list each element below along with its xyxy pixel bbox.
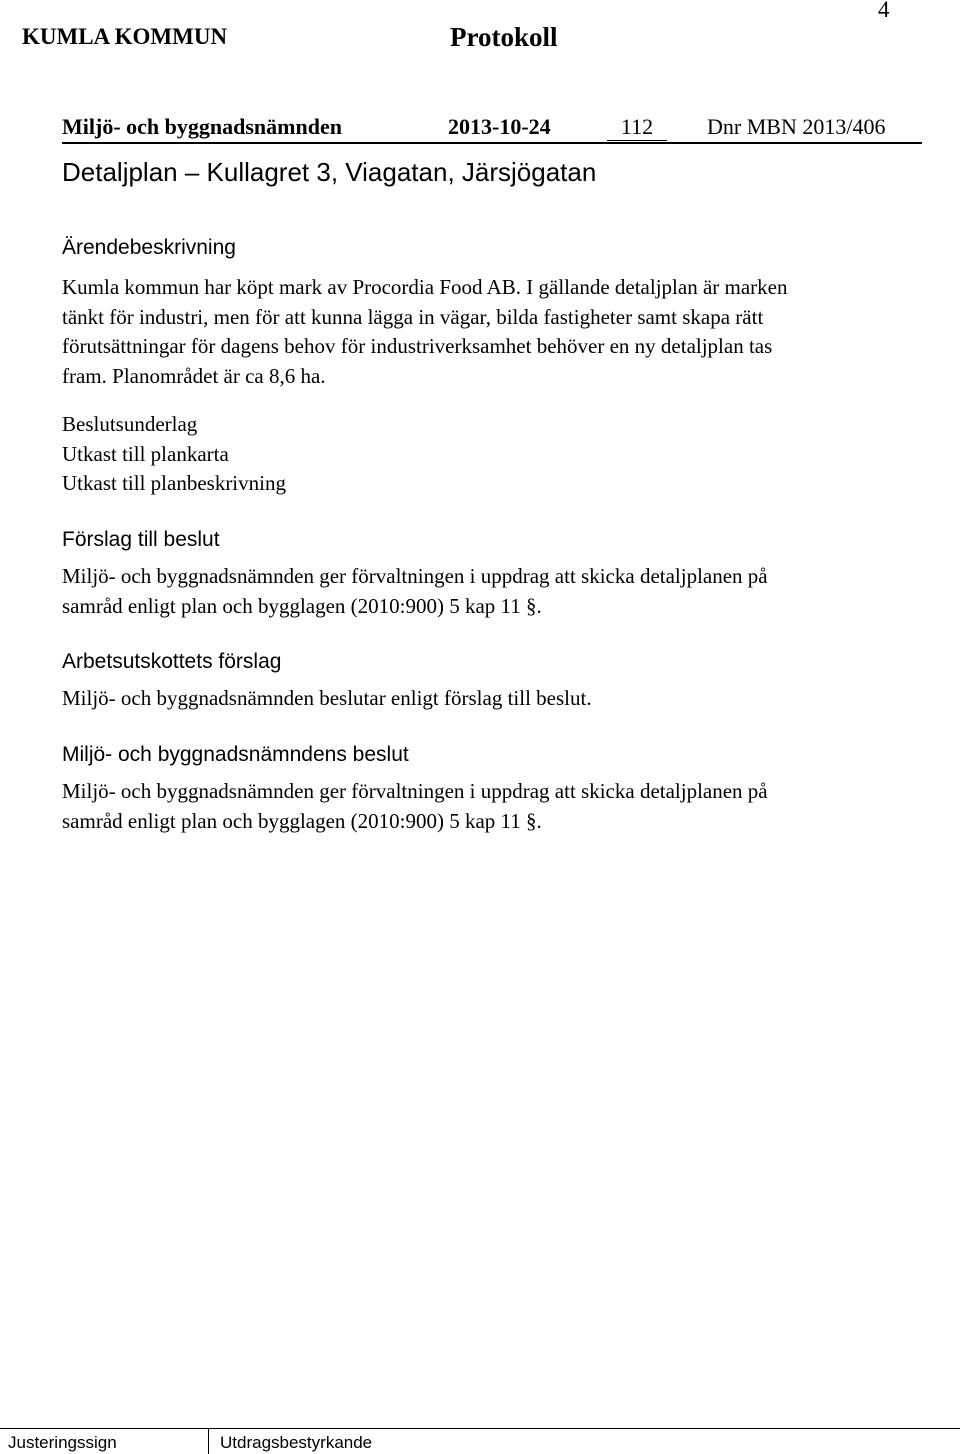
text-line: samråd enligt plan och bygglagen (2010:900) 5 kap 11 §.	[62, 593, 542, 618]
text-line: Miljö- och byggnadsnämnden ger förvaltningen i uppdrag att skicka detaljplanen på	[62, 564, 768, 588]
section-heading-beslutsunderlag: Beslutsunderlag	[62, 412, 198, 436]
utdrag-label: Utdragsbestyrkande	[220, 1433, 373, 1452]
list-item: Utkast till planbeskrivning	[62, 471, 286, 495]
beslutsunderlag-block	[62, 410, 662, 499]
text-line: samråd enligt plan och bygglagen (2010:900) 5 kap 11 §.	[62, 808, 542, 833]
list-item: Utkast till plankarta	[62, 441, 229, 466]
justering-signature-label: Justeringssign	[8, 1433, 117, 1452]
footer-separator	[208, 1428, 209, 1454]
document-type: Protokoll	[450, 22, 558, 52]
page-number: 4	[878, 0, 890, 22]
meeting-date: 2013-10-24	[448, 114, 551, 139]
beslut-text	[62, 777, 768, 836]
section-heading-forslag: Förslag till beslut	[62, 528, 220, 551]
text-line: fram. Planområdet är ca 8,6 ha.	[62, 363, 326, 388]
text-line: förutsättningar för dagens behov för industriverksamhet behöver en ny detaljplan tas	[62, 334, 773, 358]
forslag-text	[62, 562, 768, 621]
paragraph-number: 112	[607, 114, 667, 141]
document-title: Detaljplan – Kullagret 3, Viagatan, Järsjögatan	[62, 157, 597, 187]
arbetsutskott-text	[62, 684, 592, 714]
section-heading-beslut: Miljö- och byggnadsnämndens beslut	[62, 743, 409, 766]
case-number: Dnr MBN 2013/406	[707, 114, 886, 139]
text-line: tänkt för industri, men för att kunna lägga in vägar, bilda fastigheter samt skapa rätt	[62, 304, 764, 329]
footer-divider	[0, 1428, 960, 1429]
text-line: Miljö- och byggnadsnämnden beslutar enligt förslag till beslut.	[62, 686, 592, 710]
text-line: Kumla kommun har köpt mark av Procordia Food AB. I gällande detaljplan är marken	[62, 275, 788, 299]
meta-row	[62, 112, 922, 144]
text-line: Miljö- och byggnadsnämnden ger förvaltningen i uppdrag att skicka detaljplanen på	[62, 779, 768, 803]
arendebeskrivning-text	[62, 273, 787, 391]
committee-name: Miljö- och byggnadsnämnden	[62, 114, 342, 139]
municipality-name: KUMLA KOMMUN	[22, 24, 228, 49]
section-heading-arendebeskrivning: Ärendebeskrivning	[62, 236, 236, 259]
section-heading-arbetsutskott: Arbetsutskottets förslag	[62, 650, 282, 673]
